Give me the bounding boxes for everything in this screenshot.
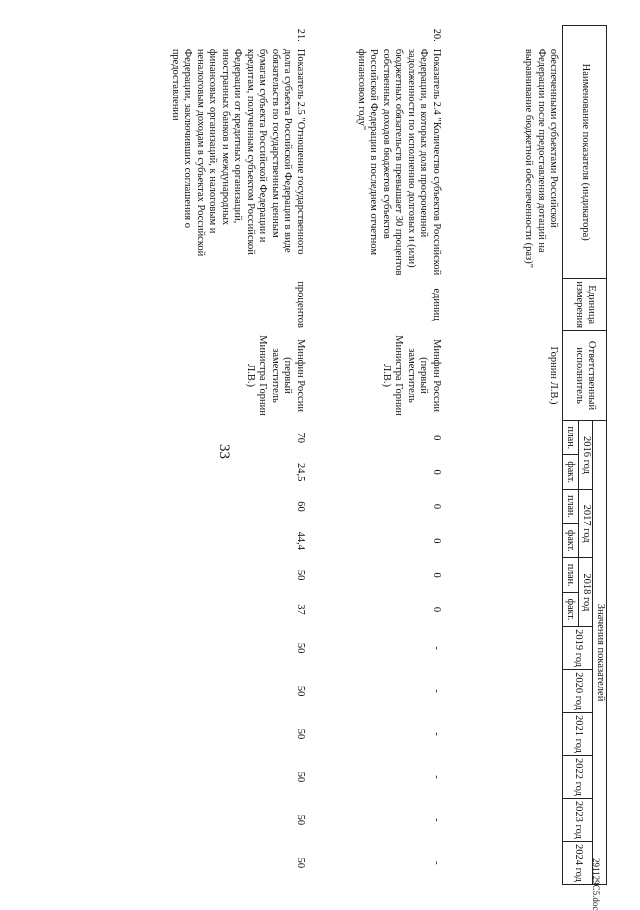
row-number: 21. bbox=[295, 28, 306, 42]
header-2018: 2018 год bbox=[579, 558, 593, 627]
rotated-page bbox=[57, 25, 607, 885]
value-cell: 50 bbox=[295, 685, 306, 697]
value-cell bbox=[445, 421, 563, 455]
row-unit: единиц bbox=[431, 288, 442, 321]
value-cell: 37 bbox=[295, 604, 306, 615]
value-cell bbox=[445, 798, 563, 841]
header-responsible: Ответственный исполнитель bbox=[563, 330, 607, 420]
header-2017: 2017 год bbox=[579, 489, 593, 558]
header-2021: 2021 год bbox=[563, 713, 593, 756]
table-row bbox=[109, 26, 309, 885]
page-number: 33 bbox=[216, 444, 232, 459]
header-2017-fact: факт. bbox=[563, 524, 579, 558]
table-header bbox=[563, 26, 607, 885]
row-number bbox=[445, 26, 563, 45]
value-cell: 44,4 bbox=[295, 531, 306, 550]
value-cell: 60 bbox=[295, 501, 306, 512]
row-name: обеспеченными субъектами Российской Федерации после предоставления дотаций на выравнивание бюджетной обеспеченности (раз)" bbox=[523, 48, 560, 268]
row-responsible: Горнин Л.В.) bbox=[548, 346, 560, 405]
value-cell: 50 bbox=[295, 771, 306, 783]
header-2018-fact: факт. bbox=[563, 592, 579, 626]
value-cell: - bbox=[431, 818, 442, 822]
header-values: Значения показателей bbox=[593, 421, 607, 885]
value-cell: 0 bbox=[431, 469, 442, 475]
header-2019: 2019 год bbox=[563, 627, 593, 670]
row-name: Показатель 2.5 "Отношение государственного долга субъекта Российской Федерации в виде обязательств по государственным ценным бумагам субъекта Российской Федерации и кредитам, полученным субъектом Российской Федерации от кредитных организаций, иностранных банков и международных финансовых организаций, к налоговым и неналоговым доходам в субъектах Российской Федерации, заключивших соглашения о предоставлении bbox=[170, 48, 306, 257]
indicator-table bbox=[109, 25, 607, 885]
row-responsible: Минфин России (первый заместитель Министра Горнин Л.В.) bbox=[245, 335, 306, 416]
value-cell: 50 bbox=[295, 569, 306, 581]
value-cell: 0 bbox=[431, 435, 442, 441]
value-cell bbox=[445, 489, 563, 523]
header-2020: 2020 год bbox=[563, 670, 593, 713]
row-unit: процентов bbox=[295, 281, 306, 328]
value-cell bbox=[445, 592, 563, 626]
header-2017-plan: план. bbox=[563, 489, 579, 523]
value-cell: - bbox=[431, 689, 442, 693]
value-cell: 50 bbox=[295, 814, 306, 826]
header-2018-plan: план. bbox=[563, 558, 579, 592]
value-cell: 0 bbox=[431, 572, 442, 578]
value-cell bbox=[445, 627, 563, 670]
value-cell: - bbox=[431, 861, 442, 865]
value-cell: - bbox=[431, 732, 442, 736]
header-name: Наименование показателя (индикатора) bbox=[563, 26, 607, 279]
document-id: 291129C5.doc bbox=[591, 858, 601, 910]
value-cell: 24,5 bbox=[295, 462, 306, 482]
header-2016-fact: факт. bbox=[563, 455, 579, 489]
header-2016-plan: план. bbox=[563, 421, 579, 455]
value-cell bbox=[445, 524, 563, 558]
header-2022: 2022 год bbox=[563, 755, 593, 798]
value-cell bbox=[445, 841, 563, 884]
header-2023: 2023 год bbox=[563, 798, 593, 841]
value-cell bbox=[445, 670, 563, 713]
value-cell: 50 bbox=[295, 642, 306, 654]
table-row bbox=[445, 26, 563, 885]
value-cell: 0 bbox=[431, 606, 442, 613]
table-row bbox=[309, 26, 445, 885]
value-cell: 50 bbox=[295, 728, 306, 740]
value-cell bbox=[445, 755, 563, 798]
header-2024: 2024 год bbox=[563, 841, 593, 884]
value-cell bbox=[445, 558, 563, 592]
value-cell: - bbox=[431, 775, 442, 779]
value-cell: 70 bbox=[295, 432, 306, 444]
header-unit: Единица измерения bbox=[563, 279, 607, 331]
value-cell bbox=[445, 455, 563, 489]
row-responsible: Минфин России (первый заместитель Министра Горнин Л.В.) bbox=[381, 335, 442, 416]
value-cell bbox=[445, 713, 563, 756]
value-cell: - bbox=[431, 646, 442, 650]
row-unit bbox=[445, 279, 563, 331]
value-cell: 50 bbox=[295, 857, 306, 869]
value-cell: 0 bbox=[431, 503, 442, 510]
table-body bbox=[109, 26, 563, 885]
header-2016: 2016 год bbox=[579, 421, 593, 490]
value-cell: 0 bbox=[431, 538, 442, 544]
row-number: 20. bbox=[431, 28, 442, 42]
row-name: Показатель 2.4 "Количество субъектов Российской Федерации, в которых доля просроченной задолженности по исполнению долговых и (или) бюджетных обязательств превышает 30 процентов собственных доходов бюджетов субъектов Российской Федерации в последнем отчетном финансовом году" bbox=[356, 48, 442, 276]
